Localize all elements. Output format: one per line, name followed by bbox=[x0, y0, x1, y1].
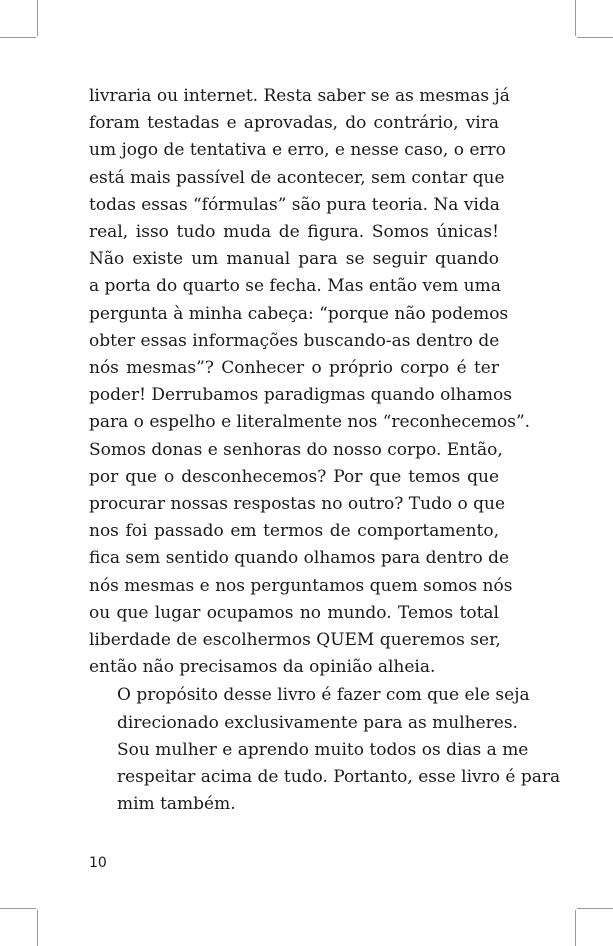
body-text bbox=[89, 83, 561, 818]
paragraph-2 bbox=[89, 682, 561, 818]
text-line: nós mesmas”? Conhecer o próprio corpo é ter bbox=[89, 358, 499, 379]
crop-mark-bottom-left-h bbox=[0, 908, 36, 909]
crop-mark-top-left-h bbox=[0, 37, 36, 38]
crop-mark-bottom-left bbox=[37, 910, 38, 946]
text-line: Sou mulher e aprendo muito todos os dias a me bbox=[117, 739, 529, 760]
text-line: poder! Derrubamos paradigmas quando olhamos bbox=[89, 385, 512, 406]
text-line: nós mesmas e nos perguntamos quem somos nós bbox=[89, 575, 513, 596]
crop-mark-top-right-h bbox=[577, 37, 613, 38]
text-line: para o espelho e literalmente nos “reconhecemos”. bbox=[89, 412, 531, 433]
text-line: foram testadas e aprovadas, do contrário, vira bbox=[89, 113, 499, 134]
text-line: pergunta à minha cabeça: “porque não podemos bbox=[89, 303, 509, 324]
text-line: Somos donas e senhoras do nosso corpo. Então, bbox=[89, 439, 503, 460]
text-line: Não existe um manual para se seguir quando bbox=[89, 249, 499, 270]
text-line: por que o desconhecemos? Por que temos que bbox=[89, 466, 499, 487]
text-line: então não precisamos da opinião alheia. bbox=[89, 657, 436, 678]
text-line: O propósito desse livro é fazer com que ele seja bbox=[117, 685, 530, 706]
crop-mark-bottom-right-h bbox=[577, 908, 613, 909]
text-line: obter essas informações buscando-as dentro de bbox=[89, 330, 500, 351]
text-line: a porta do quarto se fecha. Mas então vem uma bbox=[89, 276, 501, 297]
page-number: 10 bbox=[89, 855, 107, 871]
text-line: procurar nossas respostas no outro? Tudo o que bbox=[89, 494, 506, 515]
crop-mark-top-right bbox=[575, 0, 576, 36]
crop-mark-top-left bbox=[37, 0, 38, 36]
text-line: um jogo de tentativa e erro, e nesse caso, o erro bbox=[89, 140, 506, 161]
text-line: está mais passível de acontecer, sem contar que bbox=[89, 167, 505, 188]
text-line: real, isso tudo muda de figura. Somos únicas! bbox=[89, 222, 499, 243]
text-line: livraria ou internet. Resta saber se as mesmas já bbox=[89, 86, 510, 106]
text-line: respeitar acima de tudo. Portanto, esse livro é para bbox=[117, 767, 561, 788]
text-line: todas essas “fórmulas” são pura teoria. Na vida bbox=[89, 194, 500, 215]
paragraph-1 bbox=[89, 83, 531, 681]
text-line: direcionado exclusivamente para as mulheres. bbox=[117, 712, 518, 733]
crop-mark-bottom-right bbox=[575, 910, 576, 946]
text-line: mim também. bbox=[117, 794, 236, 815]
text-line: nos foi passado em termos de comportamento, bbox=[89, 521, 499, 542]
text-line: ou que lugar ocupamos no mundo. Temos total bbox=[89, 602, 499, 623]
text-line: fica sem sentido quando olhamos para dentro de bbox=[89, 548, 510, 569]
text-line: liberdade de escolhermos QUEM queremos ser, bbox=[89, 630, 501, 651]
